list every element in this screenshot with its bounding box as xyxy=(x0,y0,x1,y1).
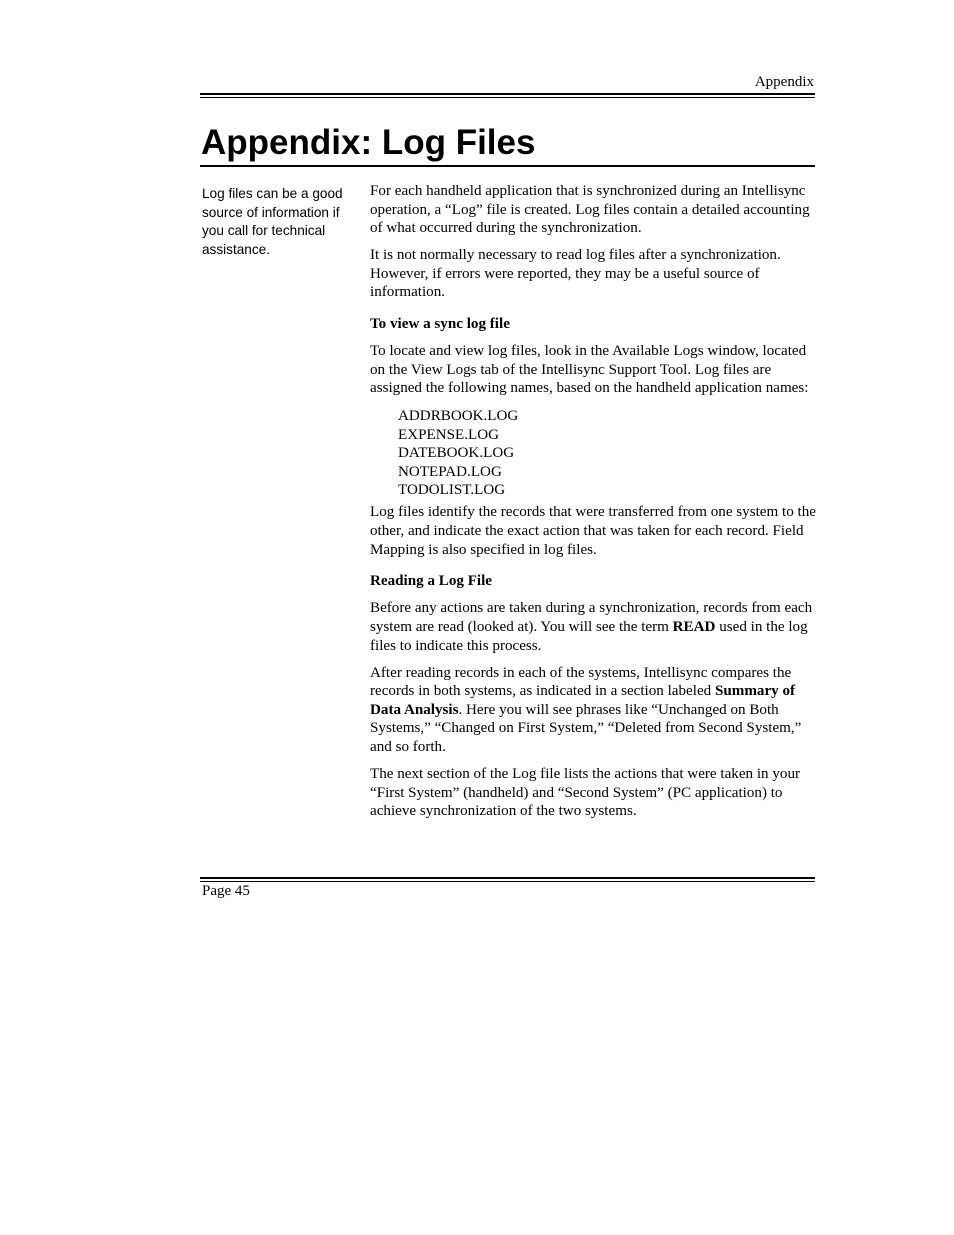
subheading-view-sync-log: To view a sync log file xyxy=(370,316,510,333)
paragraph-read-term xyxy=(370,599,816,655)
body-text xyxy=(370,182,816,829)
running-header: Appendix xyxy=(754,74,814,90)
chapter-title: Appendix: Log Files xyxy=(201,123,536,162)
log-file-item: EXPENSE.LOG xyxy=(398,426,500,443)
log-file-list xyxy=(398,406,816,499)
term-read: READ xyxy=(672,618,716,635)
margin-note: Log files can be a good source of information if you call for technical assistance. xyxy=(202,186,343,258)
subheading-reading-log-file: Reading a Log File xyxy=(370,573,493,590)
text-run: After reading records in each of the systems, Intellisync compares the records in both systems, as indicated in a section labeled xyxy=(370,664,792,700)
page-number: Page 45 xyxy=(202,883,250,899)
text-run: used in the log files to indicate this process. xyxy=(370,618,808,654)
log-file-item: TODOLIST.LOG xyxy=(398,482,506,499)
paragraph-intro: For each handheld application that is synchronized during an Intellisync operation, a “Log” file is created. Log files contain a detailed accounting of what occurred during the synchronization. xyxy=(370,183,810,237)
paragraph-locate-logs: To locate and view log files, look in the Available Logs window, located on the View Logs tab of the Intellisync Support Tool. Log files are assigned the following names, based on the handheld application names: xyxy=(370,343,809,397)
paragraph-actions-section: The next section of the Log file lists the actions that were taken in your “First System” (handheld) and “Second System” (PC application) to achieve synchronization of the two systems. xyxy=(370,766,801,820)
paragraph-data-analysis xyxy=(370,664,816,757)
log-file-item: ADDRBOOK.LOG xyxy=(398,408,519,425)
term-summary-of-data-analysis: Summary of Data Analysis xyxy=(370,683,796,718)
log-file-item: NOTEPAD.LOG xyxy=(398,463,502,480)
text-run: . Here you will see phrases like “Unchanged on Both Systems,” “Changed on First System,” “Deleted from Second System,” and so forth. xyxy=(370,701,802,755)
paragraph-reading-note: It is not normally necessary to read log files after a synchronization. However, if errors were reported, they may be a useful source of information. xyxy=(370,247,781,301)
text-run: Before any actions are taken during a synchronization, records from each system are read (looked at). You will see the term xyxy=(370,600,813,635)
paragraph-log-records: Log files identify the records that were transferred from one system to the other, and indicate the exact action that was taken for each record. Field Mapping is also specified in log files. xyxy=(370,504,816,558)
title-rule xyxy=(200,165,815,167)
header-rule xyxy=(200,93,815,95)
footer-rule xyxy=(200,877,815,879)
log-file-item: DATEBOOK.LOG xyxy=(398,445,515,462)
